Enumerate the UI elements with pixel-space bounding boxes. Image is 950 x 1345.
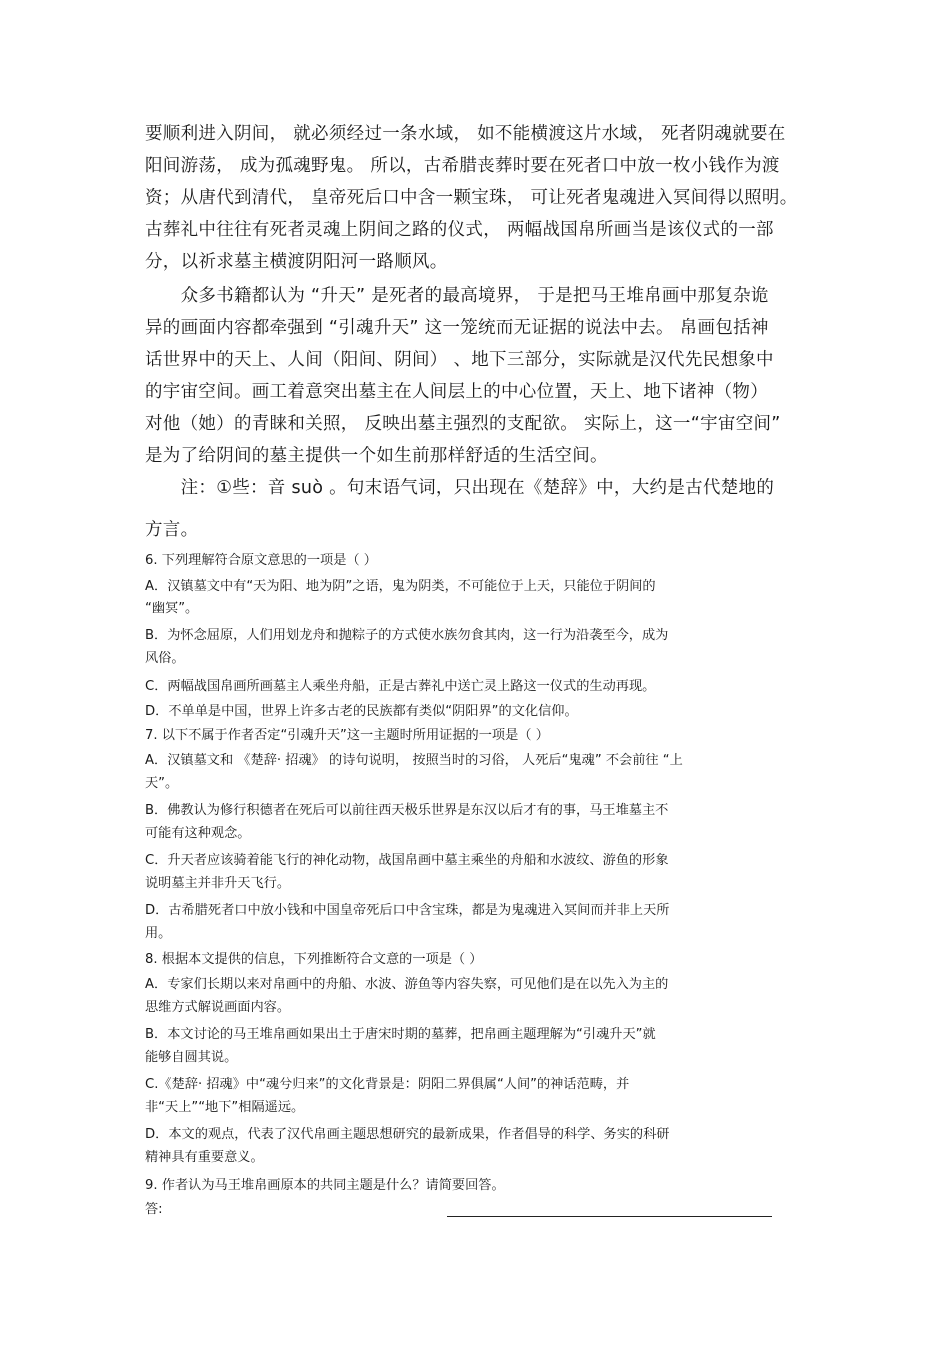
option-b: B．佛教认为修行积德者在死后可以前往西天极乐世界是东汉以后才有的事，马王堆墓主不 bbox=[145, 803, 669, 818]
option-c: C.《楚辞· 招魂》中“魂兮归来”的文化背景是：阴阳二界俱属“人间”的神话范畴，并 bbox=[145, 1077, 630, 1092]
option-b: B．为怀念屈原，人们用划龙舟和抛粽子的方式使水族勿食其肉，这一行为沿袭至今，成为 bbox=[145, 628, 669, 643]
passage-line: 资；从唐代到清代， 皇帝死后口中含一颗宝珠， 可让死者鬼魂进入冥间得以照明。 bbox=[145, 188, 798, 208]
option-b-cont: 可能有这种观念。 bbox=[145, 826, 251, 841]
option-c-cont: 非“天上”“地下”相隔遥远。 bbox=[145, 1100, 305, 1115]
question-stem: 9. 作者认为马王堆帛画原本的共同主题是什么？请简要回答。 bbox=[145, 1178, 505, 1193]
passage-line: 的宇宙空间。画工着意突出墓主在人间层上的中心位置，天上、地下诸神（物） bbox=[145, 382, 768, 402]
option-c: C．两幅战国帛画所画墓主人乘坐舟船，正是古葬礼中送亡灵上路这一仪式的生动再现。 bbox=[145, 679, 656, 694]
option-a: A．汉镇墓文中有“天为阳、地为阴”之语，鬼为阴类，不可能位于上天，只能位于阴间的 bbox=[145, 579, 656, 594]
question-stem: 8. 根据本文提供的信息，下列推断符合文意的一项是（ ） bbox=[145, 952, 483, 967]
option-d-cont: 用。 bbox=[145, 926, 172, 941]
question-stem: 7. 以下不属于作者否定“引魂升天”这一主题时所用证据的一项是（ ） bbox=[145, 728, 549, 743]
option-a-cont: “幽冥”。 bbox=[145, 601, 199, 616]
passage-line: 异的画面内容都牵强到 “引魂升天” 这一笼统而无证据的说法中去。 帛画包括神 bbox=[145, 318, 769, 338]
option-a: A．汉镇墓文和 《楚辞· 招魂》 的诗句说明， 按照当时的习俗， 人死后“鬼魂” 不会前往 “上 bbox=[145, 753, 683, 768]
option-b-cont: 风俗。 bbox=[145, 651, 185, 666]
note-line: 注：①些：音 suò 。句末语气词，只出现在《楚辞》中，大约是古代楚地的 bbox=[145, 478, 775, 498]
option-d-cont: 精神具有重要意义。 bbox=[145, 1150, 264, 1165]
passage-line: 分，以祈求墓主横渡阴阳河一路顺风。 bbox=[145, 252, 448, 272]
passage-line: 是为了给阴间的墓主提供一个如生前那样舒适的生活空间。 bbox=[145, 446, 608, 466]
passage-line: 对他（她）的青睐和关照， 反映出墓主强烈的支配欲。 实际上，这一“宇宙空间” bbox=[145, 414, 781, 434]
answer-label: 答: bbox=[145, 1202, 163, 1217]
option-d: D．不单单是中国，世界上许多古老的民族都有类似“阴阳界”的文化信仰。 bbox=[145, 704, 578, 719]
option-c: C．升天者应该骑着能飞行的神化动物，战国帛画中墓主乘坐的舟船和水波纹、游鱼的形象 bbox=[145, 853, 669, 868]
option-a: A．专家们长期以来对帛画中的舟船、水波、游鱼等内容失察，可见他们是在以先入为主的 bbox=[145, 977, 669, 992]
option-d: D．本文的观点，代表了汉代帛画主题思想研究的最新成果，作者倡导的科学、务实的科研 bbox=[145, 1127, 670, 1142]
note-line: 方言。 bbox=[145, 520, 199, 540]
passage-line: 要顺利进入阴间， 就必须经过一条水域， 如不能横渡这片水域， 死者阴魂就要在 bbox=[145, 124, 786, 144]
passage-line: 众多书籍都认为 “升天” 是死者的最高境界， 于是把马王堆帛画中那复杂诡 bbox=[145, 286, 769, 306]
option-a-cont: 思维方式解说画面内容。 bbox=[145, 1000, 291, 1015]
passage-line: 话世界中的天上、人间（阳间、阴间） 、地下三部分，实际就是汉代先民想象中 bbox=[145, 350, 774, 370]
option-c-cont: 说明墓主并非升天飞行。 bbox=[145, 876, 291, 891]
option-b-cont: 能够自圆其说。 bbox=[145, 1050, 238, 1065]
passage-line: 古葬礼中往往有死者灵魂上阴间之路的仪式， 两幅战国帛所画当是该仪式的一部 bbox=[145, 220, 774, 240]
question-stem: 6. 下列理解符合原文意思的一项是（ ） bbox=[145, 553, 377, 568]
answer-blank-line[interactable] bbox=[447, 1216, 772, 1217]
option-a-cont: 天”。 bbox=[145, 776, 179, 791]
passage-line: 阳间游荡， 成为孤魂野鬼。 所以，古希腊丧葬时要在死者口中放一枚小钱作为渡 bbox=[145, 156, 780, 176]
option-b: B．本文讨论的马王堆帛画如果出土于唐宋时期的墓葬，把帛画主题理解为“引魂升天”就 bbox=[145, 1027, 656, 1042]
option-d: D．古希腊死者口中放小钱和中国皇帝死后口中含宝珠，都是为鬼魂进入冥间而并非上天所 bbox=[145, 903, 670, 918]
